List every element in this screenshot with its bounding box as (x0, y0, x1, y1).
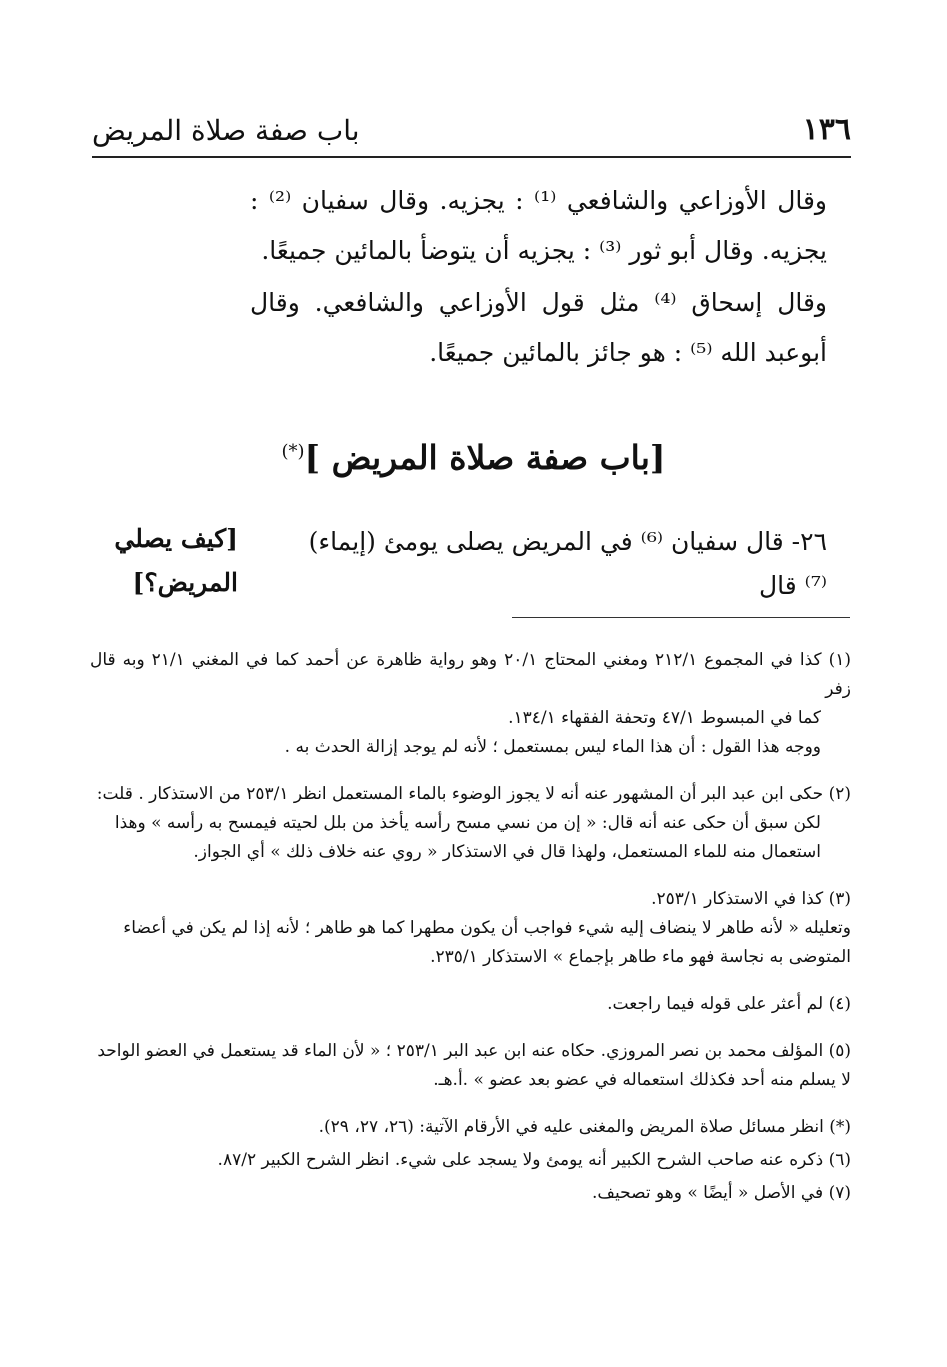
item-26: ٢٦- قال سفيان ⁽⁶⁾ في المريض يصلى يومئ (إيماء)⁽⁷⁾ قال (308, 527, 827, 600)
footnote-line: (١) كذا في المجموع ٢١٢/١ ومغني المحتاج ٢٠/١ وهو رواية ظاهرة عن أحمد كما في المغني ٢١/١ وبه قال زفر (90, 650, 851, 699)
footnote-line: استعمال منه للماء المستعمل، ولهذا قال في الاستذكار « روي عنه خلاف ذلك » أي الجواز. (193, 842, 821, 862)
chapter-heading (0, 438, 947, 477)
footnote-3 (90, 885, 851, 972)
footnote-line: (٦) ذكره عنه صاحب الشرح الكبير أنه يومئ ولا يسجد على شيء. انظر الشرح الكبير ٨٧/٢. (217, 1150, 851, 1170)
footnotes (90, 646, 851, 1212)
footnote-line: لكن سبق أن حكى عنه أنه قال: « إن من نسي مسح رأسه يأخذ من بلل لحيته فيمسح به رأسه » وهذا (114, 813, 821, 833)
footnote-line: (٥) المؤلف محمد بن نصر المروزي. حكاه عنه ابن عبد البر ٢٥٣/١ ؛ « لأن الماء قد يستعمل في العضو الواحد (97, 1041, 851, 1061)
running-title: باب صفة صلاة المريض (92, 114, 360, 147)
footnote-line: (٣) كذا في الاستذكار ٢٥٣/١. (651, 889, 851, 909)
footnote-star (90, 1113, 851, 1142)
footnote-5 (90, 1037, 851, 1095)
footnote-line: (*) انظر مسائل صلاة المريض والمغنى عليه في الأرقام الآتية: (٢٦، ٢٧، ٢٩). (318, 1117, 851, 1137)
footnote-1 (90, 646, 851, 762)
side-note: [كيف يصلي المريض؟] (114, 524, 238, 597)
footnote-line: المتوضى به نجاسة فهو ماء طاهر بإجماع » الاستذكار ٢٣٥/١. (430, 947, 851, 967)
chapter-heading-mark: (*) (281, 441, 305, 462)
footnote-line: (٢) حكى ابن عبد البر أن المشهور عنه أنه لا يجوز الوضوء بالماء المستعمل انظر ٢٥٣/١ من الاستذكار . قلت: (96, 784, 851, 804)
footnote-line: ووجه هذا القول : أن هذا الماء ليس بمستعمل ؛ لأنه لم يوجد إزالة الحدث به . (284, 737, 821, 757)
footnote-line: لا يسلم منه أحد فكذلك استعماله في عضو بعد عضو » .أ.هـ. (433, 1070, 851, 1090)
body-paragraph-2: وقال إسحاق ⁽⁴⁾ مثل قول الأوزاعي والشافعي. وقال أبوعبد الله ⁽⁵⁾ : هو جائز بالمائين جميعًا. (250, 288, 827, 367)
footnote-line: (٤) لم أعثر على قوله فيما راجعت. (607, 994, 851, 1014)
footnote-4 (90, 990, 851, 1019)
footnote-divider (512, 617, 850, 618)
body-paragraph-1: وقال الأوزاعي والشافعي ⁽¹⁾ : يجزيه. وقال سفيان ⁽²⁾ : يجزيه. وقال أبو ثور ⁽³⁾ : يجزيه أن يتوضأ بالمائين جميعًا. (250, 186, 827, 265)
footnote-7 (90, 1179, 851, 1208)
chapter-heading-text: [باب صفة صلاة المريض ] (304, 438, 666, 477)
footnote-line: (٧) في الأصل « أيضًا » وهو تصحيف. (592, 1183, 851, 1203)
footnote-6 (90, 1146, 851, 1175)
footnote-line: كما في المبسوط ٤٧/١ وتحفة الفقهاء ١٣٤/١. (508, 708, 821, 728)
page-number: ١٣٦ (802, 112, 851, 147)
page-header (92, 104, 851, 158)
footnote-2 (90, 780, 851, 867)
footnote-line: وتعليله « لأنه طاهر لا ينضاف إليه شيء فواجب أن يكون مطهرا كما هو طاهر ؛ لأنه إذا لم يكن في أعضاء (123, 918, 851, 938)
